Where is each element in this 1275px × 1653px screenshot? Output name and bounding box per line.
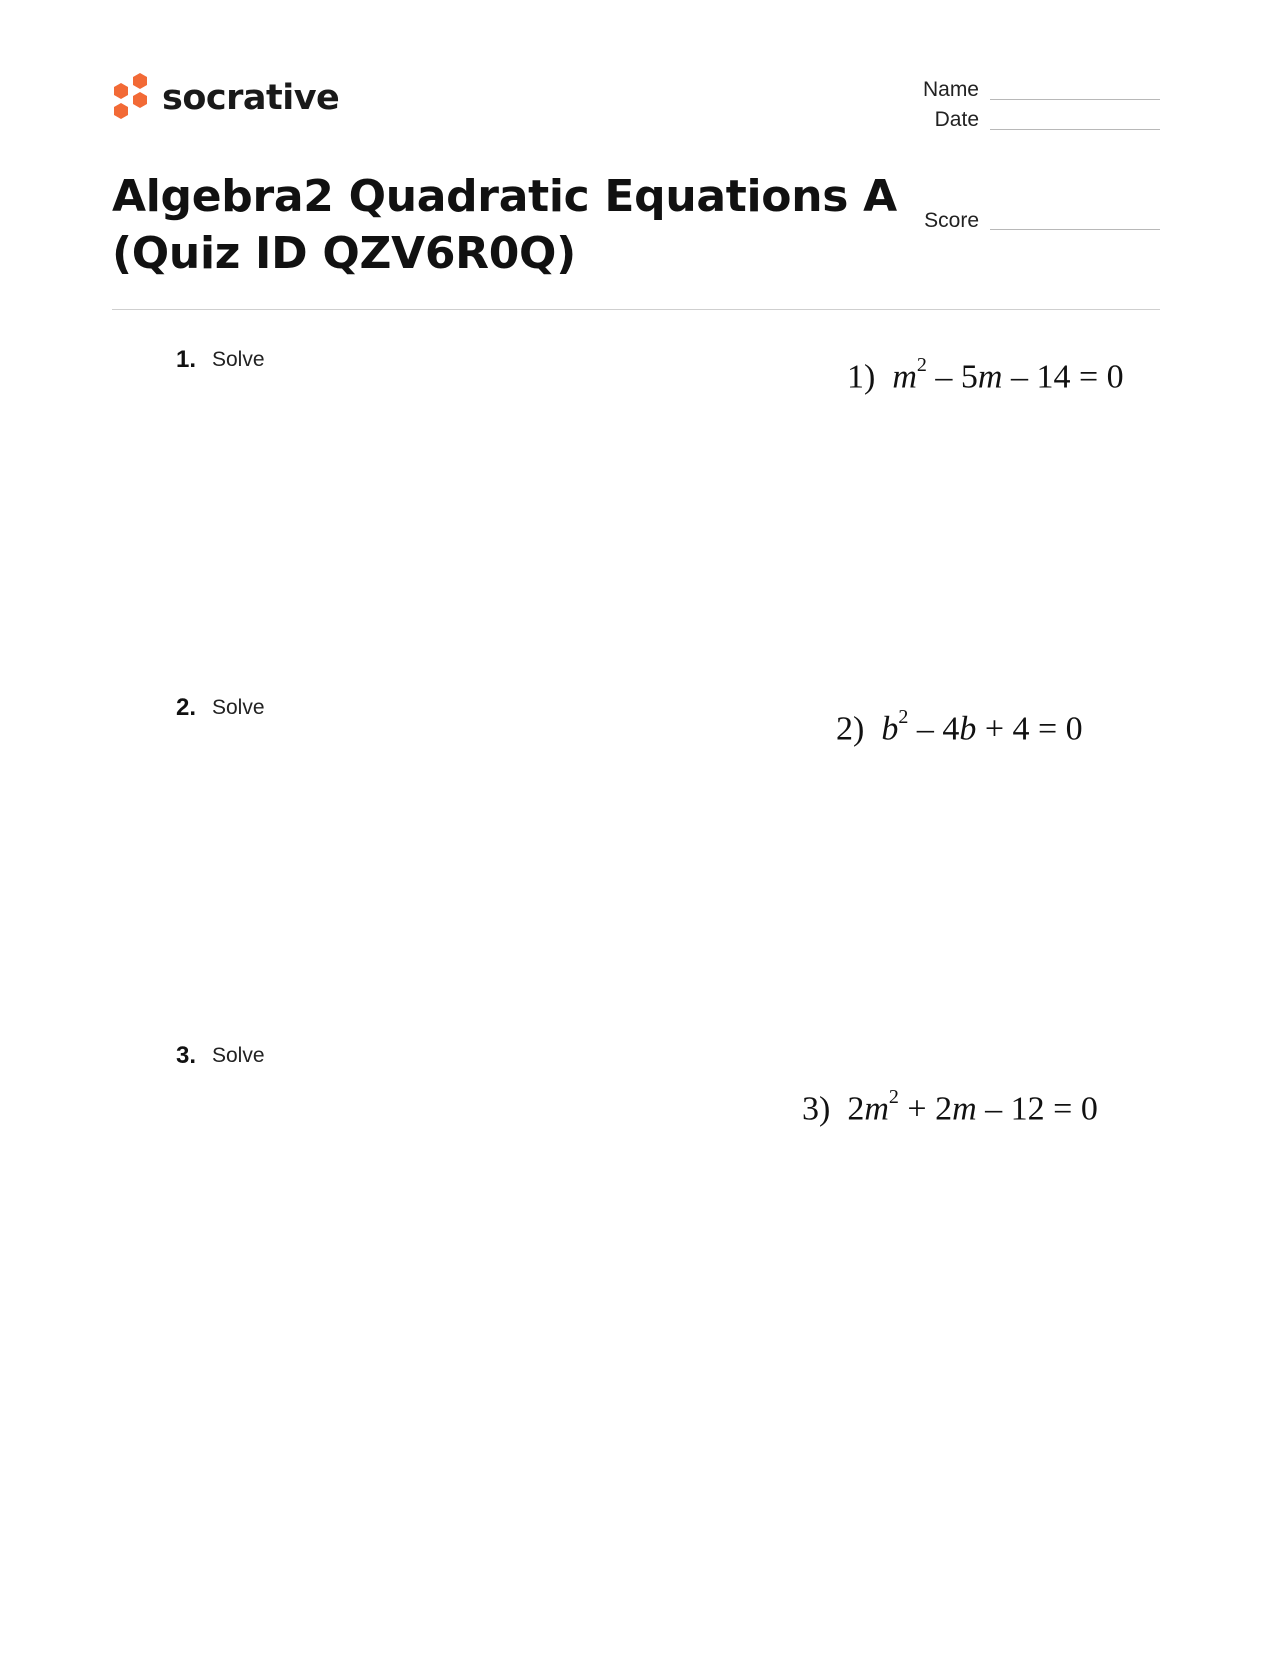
equation-label: 1) [847, 358, 893, 396]
equation-term: m [977, 358, 1003, 396]
equation-term: b [959, 710, 977, 748]
equation-term: – 14 = 0 [1002, 358, 1124, 396]
equation-term: 2 [847, 1090, 865, 1128]
header-divider [112, 309, 1160, 310]
equation-label: 2) [836, 710, 882, 748]
equation-term: m [864, 1090, 889, 1128]
quiz-title: Algebra2 Quadratic Equations A (Quiz ID QZV6R0Q) [112, 171, 897, 279]
question-number: 2. [175, 694, 196, 721]
equation-term: + 4 = 0 [976, 710, 1083, 748]
equation-term: – 4 [908, 710, 960, 748]
question-prompt: Solve [212, 696, 265, 719]
brand-name: socrative [162, 77, 340, 118]
socrative-logo [112, 72, 339, 124]
equation-term: – 12 = 0 [976, 1090, 1098, 1128]
exponent: 2 [898, 706, 909, 728]
name-field[interactable] [990, 99, 1160, 100]
score-label: Score [924, 209, 979, 232]
exponent: 2 [888, 1086, 899, 1108]
equation-term: m [892, 358, 917, 396]
name-label: Name [922, 78, 979, 101]
question-number: 1. [175, 346, 196, 373]
exponent: 2 [916, 354, 927, 376]
equation [836, 706, 1083, 748]
question-prompt: Solve [212, 1044, 265, 1067]
score-field[interactable] [990, 229, 1160, 230]
equation [847, 354, 1124, 396]
equation-term: + 2 [898, 1090, 953, 1128]
equation-term: b [881, 710, 899, 748]
equation-term: m [952, 1090, 977, 1128]
question-prompt: Solve [212, 348, 265, 371]
question-number: 3. [175, 1042, 196, 1069]
equation-term: – 5 [926, 358, 978, 396]
equation-label: 3) [802, 1090, 848, 1128]
date-field[interactable] [990, 129, 1160, 130]
date-label: Date [934, 108, 979, 131]
equation [802, 1086, 1098, 1128]
hexagon-cluster-icon [112, 73, 150, 123]
